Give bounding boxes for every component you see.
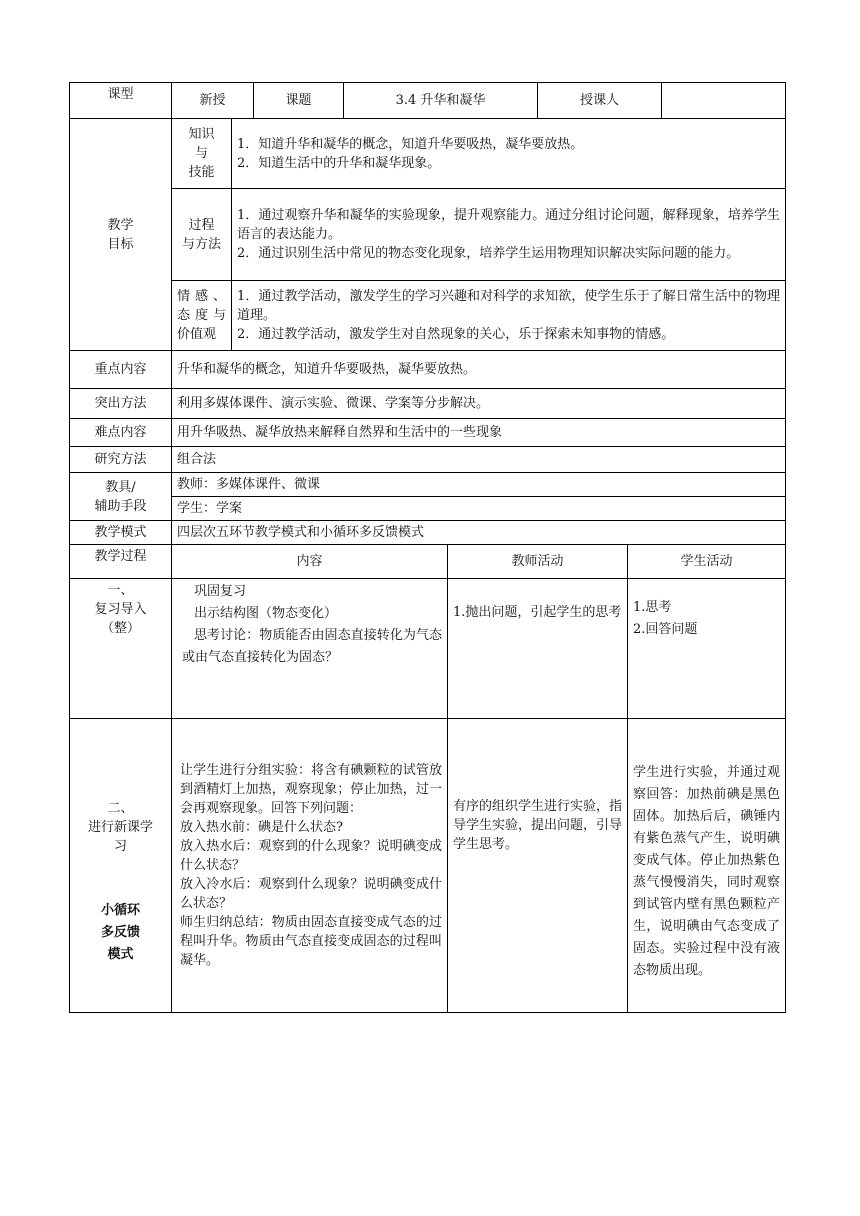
teacher-label: 授课人 — [538, 83, 662, 119]
knowledge-item: 1．知道升华和凝华的概念，知道升华要吸热，凝华要放热。 — [237, 136, 584, 152]
research-row — [70, 447, 786, 473]
objective-process-row — [70, 189, 786, 281]
type-value: 新授 — [172, 83, 254, 119]
knowledge-label: 知识 与 技能 — [172, 119, 232, 189]
emotion-label: 情感、态度与价值观 — [172, 281, 232, 351]
step2-teacher: 有序的组织学生进行实验，指导学生实验，提出问题，引导学生思考。 — [448, 719, 628, 1013]
header-row — [70, 83, 786, 119]
step1-teacher: 1.抛出问题，引起学生的思考 — [448, 579, 628, 719]
teacher-value — [662, 83, 786, 119]
knowledge-content — [232, 119, 786, 189]
step1-content-item: 巩固复习 — [194, 584, 247, 599]
process-item: 2．通过识别生活中常见的物态变化现象，培养学生运用物理知识解决实际问题的能力。 — [237, 246, 740, 261]
process-item: 1．通过观察升华和凝华的实验现象，提升观察能力。通过分组讨论问题，解释现象，培养学生语言的表达能力。 — [237, 208, 781, 242]
step2-content-item: 师生归纳总结：物质由固态直接变成气态的过程叫升华。物质由气态直接变成固态的过程叫凝华。 — [180, 915, 443, 968]
step1-student-item: 2.回答问题 — [633, 622, 698, 637]
emotion-item: 2．通过教学活动，激发学生对自然现象的关心，乐于探索未知事物的情感。 — [237, 327, 675, 342]
step2-content — [172, 719, 448, 1013]
step1-student — [628, 579, 786, 719]
process-content — [232, 189, 786, 281]
key-content-label: 重点内容 — [70, 351, 172, 389]
step1-content — [172, 579, 448, 719]
objectives-label: 教学 目标 — [70, 119, 172, 351]
topic-value: 3.4 升华和凝华 — [344, 83, 538, 119]
objective-knowledge-row — [70, 119, 786, 189]
step2-row — [70, 719, 786, 1013]
step1-student-item: 1.思考 — [633, 600, 672, 615]
tools-student: 学生：学案 — [172, 497, 786, 521]
step1-content-item: 出示结构图（物态变化） — [194, 606, 338, 621]
tools-label: 教具/ 辅助手段 — [70, 473, 172, 521]
step1-row — [70, 579, 786, 719]
lesson-plan-table — [69, 82, 786, 1013]
step2-sub-label: 小循环 多反馈 模式 — [100, 903, 140, 962]
mode-row — [70, 521, 786, 545]
research-label: 研究方法 — [70, 447, 172, 473]
mode-value: 四层次五环节教学模式和小循环多反馈模式 — [172, 521, 786, 545]
method-row — [70, 389, 786, 419]
step1-label: 一、 复习导入 （整） — [70, 579, 172, 719]
step2-content-item: 放入冷水后：观察到什么现象？说明碘变成什么状态？ — [180, 877, 443, 911]
process-header-row — [70, 545, 786, 579]
difficulty-value: 用升华吸热、凝华放热来解释自然界和生活中的一些现象 — [172, 419, 786, 447]
knowledge-item: 2．知道生活中的升华和凝华现象。 — [237, 155, 441, 171]
objective-emotion-row — [70, 281, 786, 351]
col-student-header: 学生活动 — [628, 545, 786, 579]
step1-content-item: 思考讨论：物质能否由固态直接转化为气态或由气态直接转化为固态？ — [182, 628, 443, 665]
emotion-item: 1．通过教学活动，激发学生的学习兴趣和对科学的求知欲，使学生乐于了解日常生活中的物理道理。 — [237, 289, 781, 323]
method-label: 突出方法 — [70, 389, 172, 419]
col-content-header: 内容 — [172, 545, 448, 579]
emotion-content — [232, 281, 786, 351]
key-content-row — [70, 351, 786, 389]
key-content-value: 升华和凝华的概念，知道升华要吸热，凝华要放热。 — [172, 351, 786, 389]
method-value: 利用多媒体课件、演示实验、微课、学案等分步解决。 — [172, 389, 786, 419]
step2-content-item: 放入热水后：观察到的什么现象？说明碘变成什么状态？ — [180, 839, 443, 873]
step2-label: 二、 进行新课学 习 — [87, 801, 153, 854]
step2-content-item: 放入热水前：碘是什么状态? — [180, 820, 343, 835]
process-label: 过程 与方法 — [172, 189, 232, 281]
difficulty-row — [70, 419, 786, 447]
step2-label-cell — [70, 719, 172, 1013]
process-table-label: 教学过程 — [70, 545, 172, 579]
step2-content-item: 让学生进行分组实验：将含有碘颗粒的试管放到酒精灯上加热，观察现象；停止加热，过一会再观察现象。回答下列问题： — [180, 763, 443, 816]
tools-student-row — [70, 497, 786, 521]
type-label: 课型 — [70, 83, 172, 119]
tools-teacher-row — [70, 473, 786, 497]
difficulty-label: 难点内容 — [70, 419, 172, 447]
tools-teacher: 教师：多媒体课件、微课 — [172, 473, 786, 497]
topic-label: 课题 — [254, 83, 344, 119]
mode-label: 教学模式 — [70, 521, 172, 545]
step2-student: 学生进行实验，并通过观察回答：加热前碘是黑色固体。加热后后，碘锤内有紫色蒸气产生，说明碘变成气体。停止加热紫色蒸气慢慢消失，同时观察到试管内壁有黑色颗粒产生，说明碘由气态变成了固态。实验过程中没有液态物质出现。 — [628, 719, 786, 1013]
col-teacher-header: 教师活动 — [448, 545, 628, 579]
research-value: 组合法 — [172, 447, 786, 473]
